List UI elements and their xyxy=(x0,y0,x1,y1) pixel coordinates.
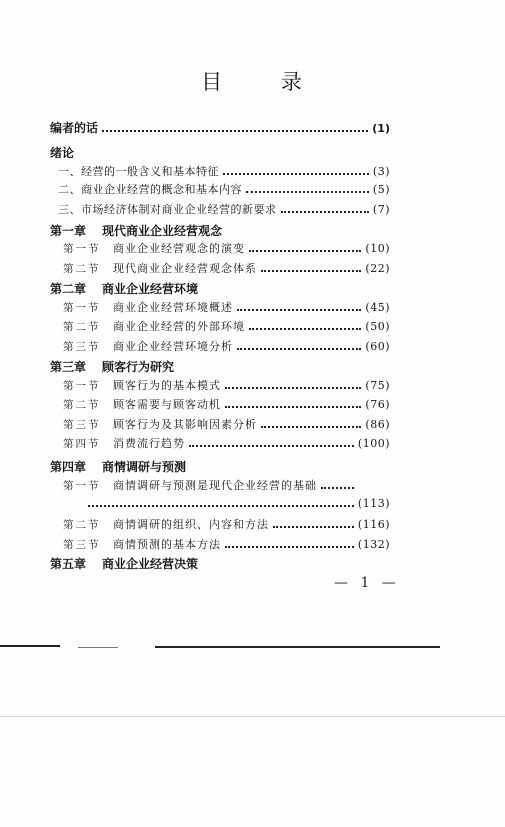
section-number: 第二节 xyxy=(63,399,101,411)
toc-entry[interactable] xyxy=(58,165,390,179)
section-number: 第四节 xyxy=(63,438,101,450)
page-ref: (116) xyxy=(357,518,390,531)
dot-leader xyxy=(321,487,354,489)
dot-leader xyxy=(189,445,354,447)
chapter-number: 第五章 xyxy=(50,557,87,571)
toc-section-continuation xyxy=(88,497,390,511)
toc-heading-label: 绪论 xyxy=(50,146,75,160)
dot-leader xyxy=(246,191,369,193)
toc-section-wrapped[interactable] xyxy=(63,479,358,493)
toc-chapter-2[interactable] xyxy=(50,282,198,296)
page-ref: (50) xyxy=(365,320,390,333)
chapter-number: 第四章 xyxy=(50,460,87,474)
toc-entry-label: 三、市场经济体制对商业企业经营的新要求 xyxy=(58,203,277,216)
section-title: 商情调研的组织、内容和方法 xyxy=(113,518,269,531)
toc-section[interactable] xyxy=(63,379,390,393)
toc-chapter-5[interactable] xyxy=(50,557,198,571)
toc-section[interactable] xyxy=(63,437,390,451)
dot-leader xyxy=(249,250,361,252)
toc-entry-preface[interactable] xyxy=(50,121,390,136)
toc-section[interactable] xyxy=(63,418,390,432)
page-ref: (1) xyxy=(372,122,390,135)
page-ref: (45) xyxy=(365,301,390,314)
scan-bleed-line xyxy=(78,647,118,648)
section-title: 商业企业经营的外部环境 xyxy=(113,320,245,333)
section-title: 商情调研与预测是现代企业经营的基础 xyxy=(113,479,317,492)
chapter-title: 现代商业企业经营观念 xyxy=(102,224,223,238)
page-ref: (75) xyxy=(365,379,390,392)
dot-leader xyxy=(261,426,361,428)
dot-leader xyxy=(225,546,354,548)
toc-chapter-3[interactable] xyxy=(50,360,174,374)
chapter-title: 顾客行为研究 xyxy=(102,360,175,374)
toc-section[interactable] xyxy=(63,340,390,354)
page-title: 目 录 xyxy=(201,70,328,94)
chapter-title: 商业企业经营环境 xyxy=(102,282,199,296)
scan-bleed-line xyxy=(155,646,440,648)
section-number: 第一节 xyxy=(63,480,101,492)
section-number: 第二节 xyxy=(63,321,101,333)
toc-entry-label: 一、经营的一般含义和基本特征 xyxy=(58,165,219,178)
section-number: 第一节 xyxy=(63,243,101,255)
section-number: 第一节 xyxy=(63,380,101,392)
dot-leader xyxy=(225,406,361,408)
toc-heading-intro[interactable] xyxy=(50,146,74,160)
page-ref: (22) xyxy=(365,262,390,275)
page-ref: (3) xyxy=(372,165,390,178)
page-number: — 1 — xyxy=(334,575,400,591)
toc-entry-label: 二、商业企业经营的概念和基本内容 xyxy=(58,183,242,196)
section-title: 顾客需要与顾客动机 xyxy=(113,398,221,411)
toc-entry-label: 编者的话 xyxy=(50,121,99,135)
section-number: 第三节 xyxy=(63,341,101,353)
section-title: 商业企业经营环境概述 xyxy=(113,301,233,314)
chapter-title: 商情调研与预测 xyxy=(102,460,187,474)
toc-section[interactable] xyxy=(63,518,390,532)
section-number: 第二节 xyxy=(63,263,101,275)
dot-leader xyxy=(225,387,361,389)
scan-bleed-line xyxy=(0,645,60,647)
page-ref: (76) xyxy=(365,398,390,411)
section-number: 第三节 xyxy=(63,419,101,431)
toc-section[interactable] xyxy=(63,398,390,412)
chapter-number: 第二章 xyxy=(50,282,87,296)
toc-section[interactable] xyxy=(63,301,390,315)
toc-section[interactable] xyxy=(63,538,390,552)
chapter-title: 商业企业经营决策 xyxy=(102,557,199,571)
section-number: 第二节 xyxy=(63,519,101,531)
dot-leader xyxy=(261,270,361,272)
section-title: 商业企业经营观念的演变 xyxy=(113,242,245,255)
dot-leader xyxy=(237,348,361,350)
page-ref: (7) xyxy=(372,203,390,216)
section-title: 现代商业企业经营观念体系 xyxy=(113,262,257,275)
chapter-number: 第三章 xyxy=(50,360,87,374)
chapter-number: 第一章 xyxy=(50,224,87,238)
section-title: 商情预测的基本方法 xyxy=(113,538,221,551)
page-ref: (132) xyxy=(357,538,390,551)
toc-chapter-1[interactable] xyxy=(50,224,222,238)
page-ref: (10) xyxy=(365,242,390,255)
section-number: 第三节 xyxy=(63,539,101,551)
page-ref: (5) xyxy=(372,183,390,196)
page-ref: (60) xyxy=(365,340,390,353)
section-title: 商业企业经营环境分析 xyxy=(113,340,233,353)
page-edge-line xyxy=(0,716,505,717)
section-title: 顾客行为的基本模式 xyxy=(113,379,221,392)
toc-section[interactable] xyxy=(63,242,390,256)
page-ref: (113) xyxy=(357,497,390,510)
page-ref: (100) xyxy=(357,437,390,450)
page-ref: (86) xyxy=(365,418,390,431)
dot-leader xyxy=(88,505,354,507)
dot-leader xyxy=(273,526,354,528)
toc-chapter-4[interactable] xyxy=(50,460,186,474)
section-title: 消费流行趋势 xyxy=(113,437,185,450)
dot-leader xyxy=(102,130,368,132)
section-number: 第一节 xyxy=(63,302,101,314)
toc-section[interactable] xyxy=(63,262,390,276)
dot-leader xyxy=(223,173,369,175)
toc-entry[interactable] xyxy=(58,203,390,217)
dot-leader xyxy=(249,328,361,330)
section-title: 顾客行为及其影响因素分析 xyxy=(113,418,257,431)
dot-leader xyxy=(237,309,361,311)
toc-section[interactable] xyxy=(63,320,390,334)
dot-leader xyxy=(281,211,369,213)
toc-entry[interactable] xyxy=(58,183,390,197)
